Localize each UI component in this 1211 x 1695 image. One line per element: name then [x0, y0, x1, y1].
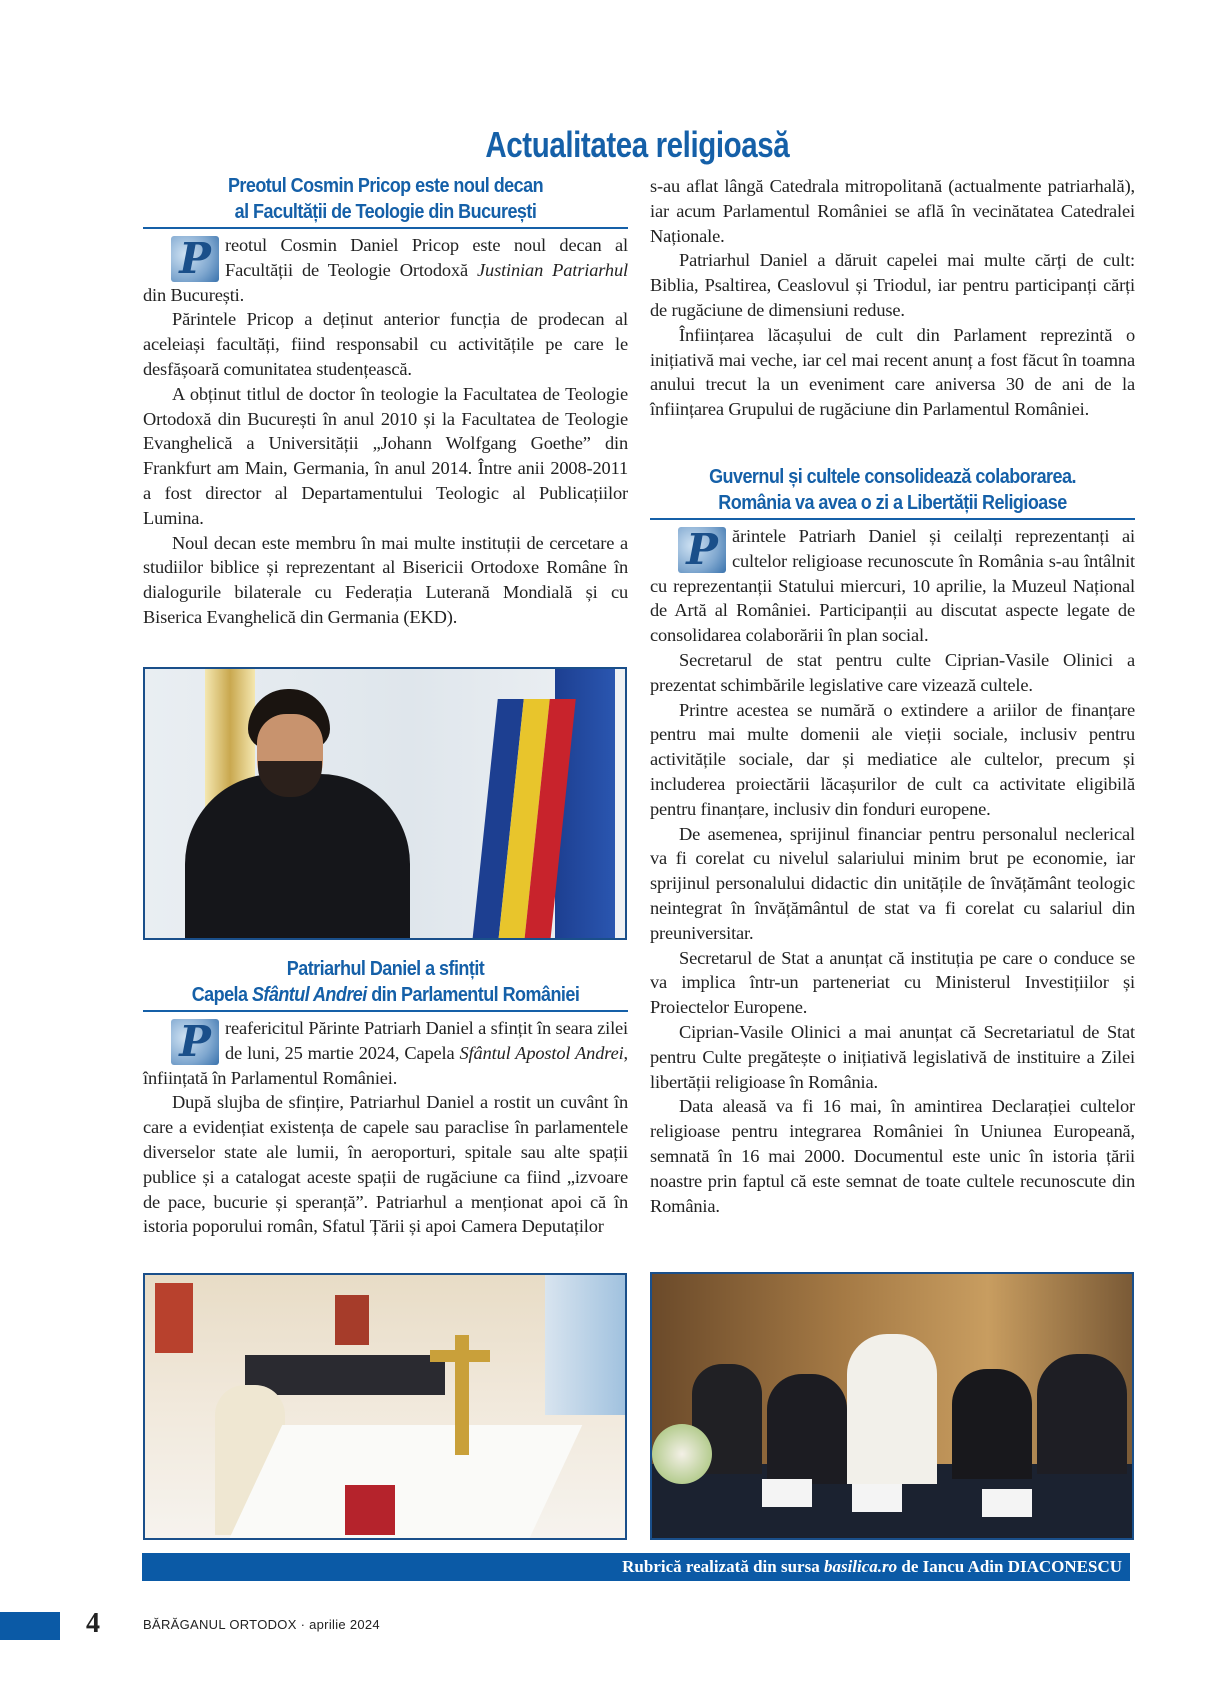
page-number: 4 [86, 1608, 100, 1639]
paragraph: De asemenea, sprijinul financiar pentru personalul neclerical va fi corelat cu nivelul salariului minim brut pe economie, iar sprijinul personalului didactic din unitățile de învățământ teologic neintegrat în învățământul de stat va fi corelat cu salariul din preuniversitar. [650, 823, 1135, 943]
page-title: Actualitatea religioasă [485, 124, 790, 165]
photo-chapel-consecration [143, 1273, 627, 1540]
photo-religious-leaders-meeting [650, 1272, 1134, 1540]
drop-cap-ornament: P [171, 236, 219, 282]
paragraph: Secretarul de Stat a anunțat că instituția pe care o conduce se va implica într-un parteneriat cu Ministerul Investițiilor și Proiectelor Europene. [650, 947, 1135, 1018]
article-capela-continued [650, 174, 1135, 422]
article-body: P reotul Cosmin Daniel Pricop este noul decan al Facultății de Teologie Ortodoxă Justinian Patriarhul din București. Părintele Pricop a deținut anterior funcția de prodecan al aceleiași facultăți, fiind responsabil cu activitățile pe care le desfășoară comunitatea studențească. A obținut titlul de doctor în teologie la Facultatea de Teologie Ortodoxă din București în anul 2010 și la Facultatea de Teologie Evanghelică a Universității „Johann Wolfgang Goethe” din Frankfurt am Main, Germania, în anul 2014. Între anii 2008-2011 a fost director al Departamentului Teologic al Publicațiilor Lumina. Noul decan este membru în mai multe instituții de cercetare a studiilor biblice și reprezentant al Bisericii Ortodoxe Române în dialogurile bilaterale cu Federația Luterană Mondială și cu Biserica Evanghelică din Germania (EKD). [143, 233, 628, 630]
photo-priest-portrait [143, 667, 627, 940]
paragraph: Secretarul de stat pentru culte Ciprian-Vasile Olinici a prezentat schimbările legislative care vizează cultele. [650, 649, 1135, 695]
paragraph: Părintele Pricop a deținut anterior funcția de prodecan al aceleiași facultăți, fiind responsabil cu activitățile pe care le desfășoară comunitatea studențească. [143, 309, 628, 379]
paragraph: După slujba de sfințire, Patriarhul Daniel a rostit un cuvânt în care a evidențiat existența de capele sau paraclise în parlamentele diverselor state ale lumii, în aeroporturi, spitale sau alte spații publice și a catalogat aceste spații de rugăciune ca fiind „izvoare de pace, bucurie și speranță”. Patriarhul a menționat apoi că în istoria poporului român, Sfatul Țării și apoi Camera Deputaților [143, 1092, 628, 1237]
article-body: P reafericitul Părinte Patriarh Daniel a sfințit în seara zilei de luni, 25 martie 2024, Capela Sfântul Apostol Andrei, înființată în Parlamentul României. După slujba de sfințire, Patriarhul Daniel a rostit un cuvânt în care a evidențiat existența de capele sau paraclise în parlamentele diverselor state ale lumii, în aeroporturi, spitale sau alte spații publice și a catalogat aceste spații de rugăciune ca fiind „izvoare de pace, bucurie și speranță”. Patriarhul a menționat apoi că în istoria poporului român, Sfatul Țării și apoi Camera Deputaților [143, 1016, 628, 1239]
article-pricop [143, 174, 628, 630]
drop-cap-ornament: P [171, 1019, 219, 1065]
paragraph: Data aleasă va fi 16 mai, în amintirea Declarației cultelor religioase pentru integrarea României în Uniunea Europeană, semnată în 16 mai 2000. Documentul este unic în istoria țării noastre prin faptul că este semnat de toate cultele recunoscute din România. [650, 1096, 1135, 1216]
paragraph: A obținut titlul de doctor în teologie la Facultatea de Teologie Ortodoxă din București în anul 2010 și la Facultatea de Teologie Evanghelică a Universității „Johann Wolfgang Goethe” din Frankfurt am Main, Germania, în anul 2014. Între anii 2008-2011 a fost director al Departamentului Teologic al Publicațiilor Lumina. [143, 383, 628, 528]
article-headline: Preotul Cosmin Pricop este noul decan al Facultății de Teologie din București [143, 174, 628, 229]
publication-info: BĂRĂGANUL ORTODOX · aprilie 2024 [143, 1617, 380, 1632]
paragraph: Printre acestea se numără o extindere a ariilor de finanțare pentru mai multe domenii ale vieții sociale, inclusiv pentru activitățile sociale, dar și mediatice ale cultelor, precum și includerea proiectării lăcașurilor de cult ca activitate eligibilă pentru finanțare, inclusiv din fonduri europene. [650, 699, 1135, 819]
paragraph: Înființarea lăcașului de cult din Parlament reprezintă o inițiativă mai veche, iar cel mai recent anunț a fost făcut în toamna anului trecut la un eveniment care aniversa 30 de ani de la înființarea Grupului de rugăciune din Parlamentul României. [650, 324, 1135, 420]
paragraph: Ciprian-Vasile Olinici a mai anunțat că Secretariatul de Stat pentru Culte pregătește o inițiativă legislativă de instituire a Zilei libertății religioase în România. [650, 1021, 1135, 1092]
article-body: P ărintele Patriarh Daniel și ceilalți reprezentanți ai cultelor religioase recunoscute în România s-au întâlnit cu reprezentanții Statului miercuri, 10 aprilie, la Muzeul Național de Artă al României. Participanții au discutat aspecte legate de consolidarea colaborării în plan social. Secretarul de stat pentru culte Ciprian-Vasile Olinici a prezentat schimbările legislative care vizează cultele. Printre acestea se numără o extindere a ariilor de finanțare pentru mai multe domenii ale vieții sociale, inclusiv pentru activitățile sociale, dar și mediatice ale cultelor, precum și includerea proiectării lăcașurilor de cult ca activitate eligibilă pentru finanțare, inclusiv din fonduri europene. De asemenea, sprijinul financiar pentru personalul neclerical va fi corelat cu nivelul salariului minim brut pe economie, iar sprijinul personalului didactic din unitățile de învățământ teologic neintegrat în învățământul de stat va fi corelat cu salariul din preuniversitar. Secretarul de Stat a anunțat că instituția pe care o conduce se va implica într-un parteneriat cu Ministerul Investițiilor și Proiectelor Europene. Ciprian-Vasile Olinici a mai anunțat că Secretariatul de Stat pentru Culte pregătește o inițiativă legislativă de instituire a Zilei libertății religioase în România. Data aleasă va fi 16 mai, în amintirea Declarației cultelor religioase pentru integrarea României în Uniunea Europeană, semnată în 16 mai 2000. Documentul este unic în istoria țării noastre prin faptul că este semnat de toate cultele recunoscute din România. [650, 524, 1135, 1218]
page-number-marker [0, 1612, 60, 1640]
article-headline: Guvernul și cultele consolidează colaborarea. România va avea o zi a Libertății Religioase [650, 465, 1135, 520]
paragraph: s-au aflat lângă Catedrala mitropolitană (actualmente patriarhală), iar acum Parlamentul României se află în vecinătatea Catedralei Naționale. [650, 176, 1135, 246]
source-credit-bar: Rubrică realizată din sursa basilica.ro de Iancu Adin DIACONESCU [142, 1553, 1130, 1581]
article-guvern-culte [650, 465, 1135, 1218]
paragraph: Noul decan este membru în mai multe instituții de cercetare a studiilor biblice și reprezentant al Bisericii Ortodoxe Române în dialogurile bilaterale cu Federația Luterană Mondială și cu Biserica Evanghelică din Germania (EKD). [143, 532, 628, 627]
article-headline: Patriarhul Daniel a sfințit Capela Sfântul Andrei din Parlamentul României [143, 957, 628, 1012]
article-capela [143, 957, 628, 1239]
paragraph: Patriarhul Daniel a dăruit capelei mai multe cărți de cult: Biblia, Psaltirea, Ceaslovul și Triodul, iar pentru participanți cărți de rugăciune de dimensiuni reduse. [650, 250, 1135, 320]
drop-cap-ornament: P [678, 527, 726, 573]
